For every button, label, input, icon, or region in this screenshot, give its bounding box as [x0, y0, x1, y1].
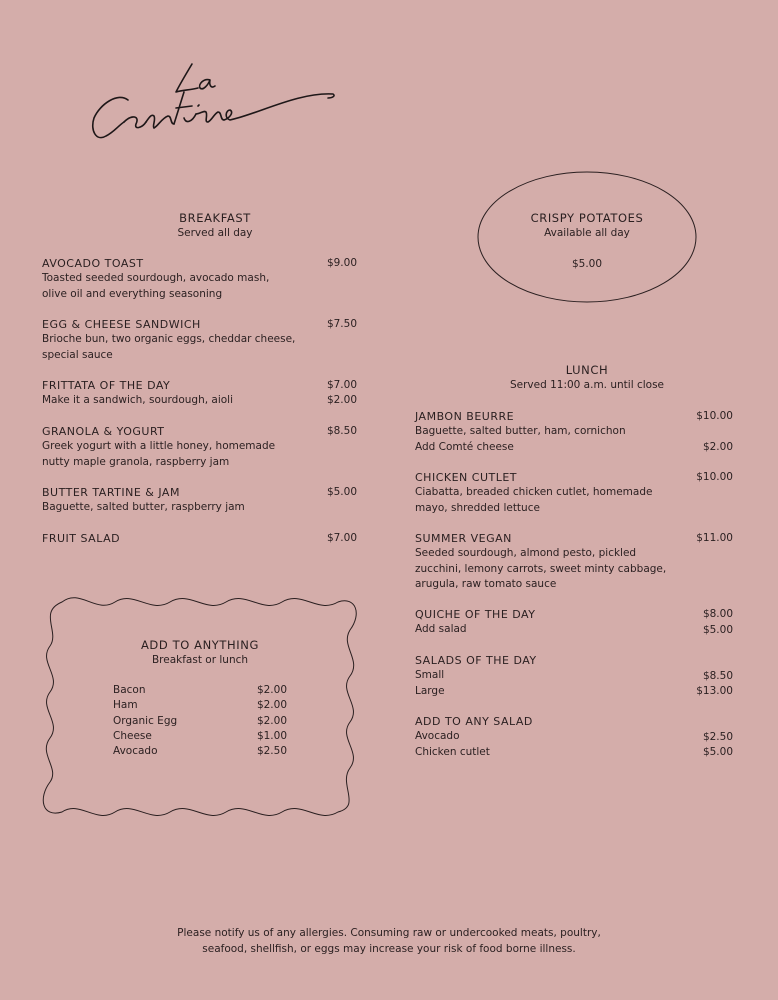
- item-name: ADD TO ANY SALAD: [415, 715, 533, 728]
- item-name: CHICKEN CUTLET: [415, 471, 518, 484]
- crispy-potatoes-heading: CRISPY POTATOES: [530, 211, 644, 225]
- addon-name: Organic Egg: [113, 715, 178, 727]
- item-description: Baguette, salted butter, ham, cornichon: [415, 425, 626, 438]
- item-name: FRUIT SALAD: [42, 532, 121, 545]
- item-price: $7.00: [326, 379, 357, 391]
- item-description: Baguette, salted butter, raspberry jam: [42, 501, 245, 514]
- item-price: $10.00: [696, 410, 733, 422]
- breakfast-subtitle: Served all day: [177, 227, 253, 239]
- addon-price: $1.00: [256, 730, 287, 742]
- item-description: Add salad: [415, 623, 467, 636]
- item-price: $11.00: [696, 532, 733, 544]
- menu-item: [42, 485, 292, 516]
- menu-item: [415, 714, 655, 760]
- menu-item: [42, 317, 297, 363]
- item-price: $2.50: [702, 731, 733, 743]
- item-description: Avocado: [415, 730, 460, 743]
- menu-item: [415, 470, 655, 516]
- crispy-potatoes-price: $5.00: [571, 258, 603, 270]
- addon-price: $2.50: [256, 745, 287, 757]
- breakfast-heading: BREAKFAST: [179, 211, 251, 225]
- item-name: QUICHE OF THE DAY: [415, 608, 536, 621]
- allergy-notice: [139, 926, 639, 957]
- item-price-addon: $2.00: [326, 394, 357, 406]
- item-name: BUTTER TARTINE & JAM: [42, 486, 180, 499]
- la-cantine-logo: [88, 52, 338, 147]
- allergy-notice-line-1: Please notify us of any allergies. Consuming raw or undercooked meats, poultry,: [177, 927, 601, 939]
- menu-item: [42, 378, 292, 409]
- addon-name: Bacon: [113, 684, 146, 696]
- menu-item: [415, 607, 655, 638]
- add-to-anything-subtitle: Breakfast or lunch: [151, 654, 249, 666]
- item-price-addon: $5.00: [702, 624, 733, 636]
- item-name: SUMMER VEGAN: [415, 532, 512, 545]
- menu-item: [42, 424, 280, 470]
- item-description: Small: [415, 669, 445, 682]
- item-price-addon: $13.00: [696, 685, 733, 697]
- menu-item: [415, 653, 655, 699]
- item-price: $8.50: [702, 670, 733, 682]
- item-description: Brioche bun, two organic eggs, cheddar cheese, special sauce: [42, 333, 296, 361]
- lunch-subtitle: Served 11:00 a.m. until close: [509, 379, 665, 391]
- menu-item: [42, 531, 292, 546]
- item-description: Toasted seeded sourdough, avocado mash, olive oil and everything seasoning: [42, 272, 270, 300]
- item-name: JAMBON BEURRE: [415, 410, 515, 423]
- item-price: $8.00: [702, 608, 733, 620]
- wavy-frame: [40, 592, 360, 822]
- item-price: $5.00: [326, 486, 357, 498]
- menu-item: [415, 531, 681, 593]
- item-price: $7.00: [326, 532, 357, 544]
- item-extra: Chicken cutlet: [415, 745, 490, 758]
- item-price: $8.50: [326, 425, 357, 437]
- item-extra: Add Comté cheese: [415, 440, 514, 453]
- addon-price: $2.00: [256, 715, 287, 727]
- item-price: $10.00: [696, 471, 733, 483]
- allergy-notice-line-2: seafood, shellfish, or eggs may increase your risk of food borne illness.: [202, 942, 576, 955]
- addon-price: $2.00: [256, 684, 287, 696]
- item-price: $7.50: [326, 318, 357, 330]
- addon-name: Cheese: [113, 730, 152, 742]
- item-price: $9.00: [326, 257, 357, 269]
- crispy-potatoes-subtitle: Available all day: [544, 227, 630, 239]
- menu-item: [415, 409, 675, 455]
- item-name: EGG & CHEESE SANDWICH: [42, 318, 201, 331]
- item-name: SALADS OF THE DAY: [415, 654, 537, 667]
- item-name: GRANOLA & YOGURT: [42, 425, 165, 438]
- addon-name: Avocado: [113, 745, 158, 757]
- item-price-addon: $5.00: [702, 746, 733, 758]
- item-name: FRITTATA OF THE DAY: [42, 379, 171, 392]
- add-to-anything-heading: ADD TO ANYTHING: [140, 638, 260, 652]
- addon-name: Ham: [113, 699, 138, 711]
- menu-item: [42, 256, 282, 302]
- item-description: Ciabatta, breaded chicken cutlet, homemade mayo, shredded lettuce: [415, 486, 653, 514]
- item-description: Greek yogurt with a little honey, homemade nutty maple granola, raspberry jam: [42, 440, 276, 468]
- item-description: Make it a sandwich, sourdough, aioli: [42, 394, 234, 407]
- item-extra: Large: [415, 684, 445, 697]
- addon-price: $2.00: [256, 699, 287, 711]
- item-price-addon: $2.00: [702, 441, 733, 453]
- item-name: AVOCADO TOAST: [42, 257, 144, 270]
- lunch-heading: LUNCH: [565, 363, 609, 377]
- item-description: Seeded sourdough, almond pesto, pickled zucchini, lemony carrots, sweet minty cabbage, arugula, raw tomato sauce: [415, 547, 667, 591]
